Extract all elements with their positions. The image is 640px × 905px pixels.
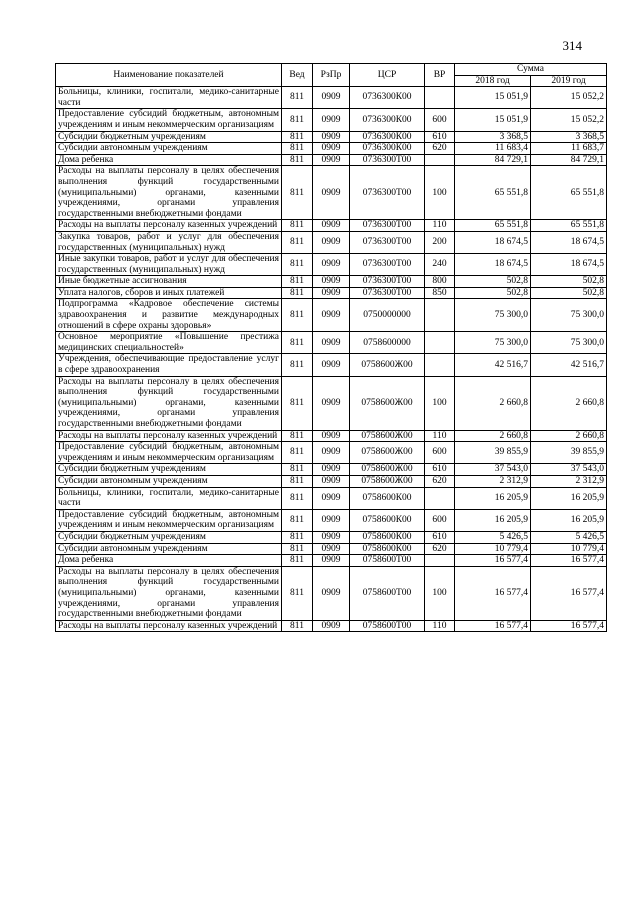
cell-vr: 620 xyxy=(425,143,455,155)
table-row xyxy=(56,131,607,143)
table-row xyxy=(56,332,607,354)
cell-csr: 0758600Т00 xyxy=(350,620,425,632)
cell-ved: 811 xyxy=(282,299,313,332)
cell-vr xyxy=(425,299,455,332)
cell-ved: 811 xyxy=(282,430,313,442)
cell-csr: 0736300Т00 xyxy=(350,231,425,253)
cell-rzpr: 0909 xyxy=(313,287,350,299)
cell-vr xyxy=(425,555,455,567)
cell-vr xyxy=(425,354,455,376)
cell-2018: 3 368,5 xyxy=(455,131,531,143)
cell-csr: 0758600Ж00 xyxy=(350,376,425,430)
cell-name: Субсидии автономным учреждениям xyxy=(56,475,282,487)
cell-name: Больницы, клиники, госпитали, медико-санитарные части xyxy=(56,87,282,109)
cell-2019: 16 577,4 xyxy=(531,620,607,632)
cell-rzpr: 0909 xyxy=(313,464,350,476)
cell-name: Расходы на выплаты персоналу в целях обеспечения выполнения функций государственными (муниципальными) органами, казенными учреждениями, органами управления государственными внебюджетными фондами xyxy=(56,376,282,430)
cell-csr: 0758600К00 xyxy=(350,543,425,555)
cell-name: Дома ребенка xyxy=(56,154,282,166)
cell-csr: 0758600Ж00 xyxy=(350,354,425,376)
cell-rzpr: 0909 xyxy=(313,154,350,166)
table-row xyxy=(56,509,607,531)
cell-csr: 0758600Т00 xyxy=(350,555,425,567)
cell-csr: 0736300Т00 xyxy=(350,276,425,288)
cell-vr: 850 xyxy=(425,287,455,299)
cell-2019: 502,8 xyxy=(531,276,607,288)
cell-2018: 2 660,8 xyxy=(455,376,531,430)
budget-table xyxy=(55,63,607,632)
cell-2019: 16 577,4 xyxy=(531,566,607,620)
cell-2019: 37 543,0 xyxy=(531,464,607,476)
cell-csr: 0758600000 xyxy=(350,332,425,354)
cell-vr: 620 xyxy=(425,543,455,555)
cell-2018: 11 683,4 xyxy=(455,143,531,155)
table-row xyxy=(56,354,607,376)
header-2019: 2019 год xyxy=(531,75,607,87)
cell-csr: 0758600К00 xyxy=(350,531,425,543)
cell-csr: 0758600К00 xyxy=(350,487,425,509)
cell-vr: 100 xyxy=(425,376,455,430)
cell-2019: 11 683,7 xyxy=(531,143,607,155)
cell-csr: 0758600Ж00 xyxy=(350,430,425,442)
cell-name: Иные бюджетные ассигнования xyxy=(56,276,282,288)
cell-name: Субсидии автономным учреждениям xyxy=(56,143,282,155)
cell-rzpr: 0909 xyxy=(313,475,350,487)
cell-name: Субсидии бюджетным учреждениям xyxy=(56,464,282,476)
table-row xyxy=(56,166,607,220)
cell-2019: 3 368,5 xyxy=(531,131,607,143)
cell-rzpr: 0909 xyxy=(313,509,350,531)
cell-ved: 811 xyxy=(282,531,313,543)
cell-2019: 42 516,7 xyxy=(531,354,607,376)
cell-ved: 811 xyxy=(282,254,313,276)
cell-rzpr: 0909 xyxy=(313,231,350,253)
cell-2019: 16 577,4 xyxy=(531,555,607,567)
cell-ved: 811 xyxy=(282,442,313,464)
cell-ved: 811 xyxy=(282,143,313,155)
cell-2019: 2 312,9 xyxy=(531,475,607,487)
cell-csr: 0736300К00 xyxy=(350,109,425,131)
table-row xyxy=(56,154,607,166)
cell-2019: 65 551,8 xyxy=(531,220,607,232)
table-row xyxy=(56,143,607,155)
cell-rzpr: 0909 xyxy=(313,376,350,430)
cell-ved: 811 xyxy=(282,464,313,476)
table-row xyxy=(56,430,607,442)
cell-csr: 0758600Ж00 xyxy=(350,442,425,464)
table-row xyxy=(56,464,607,476)
cell-2018: 5 426,5 xyxy=(455,531,531,543)
table-row xyxy=(56,487,607,509)
cell-rzpr: 0909 xyxy=(313,166,350,220)
header-sum: Сумма xyxy=(455,64,607,76)
cell-ved: 811 xyxy=(282,543,313,555)
cell-csr: 0736300К00 xyxy=(350,131,425,143)
cell-2019: 15 052,2 xyxy=(531,87,607,109)
cell-vr xyxy=(425,87,455,109)
cell-csr: 0758600Т00 xyxy=(350,566,425,620)
cell-csr: 0736300Т00 xyxy=(350,220,425,232)
cell-2019: 2 660,8 xyxy=(531,376,607,430)
cell-2018: 502,8 xyxy=(455,287,531,299)
cell-rzpr: 0909 xyxy=(313,487,350,509)
cell-2018: 15 051,9 xyxy=(455,87,531,109)
cell-name: Субсидии автономным учреждениям xyxy=(56,543,282,555)
header-vr: ВР xyxy=(425,64,455,87)
cell-2018: 42 516,7 xyxy=(455,354,531,376)
table-row xyxy=(56,475,607,487)
cell-vr: 610 xyxy=(425,131,455,143)
cell-name: Расходы на выплаты персоналу казенных учреждений xyxy=(56,620,282,632)
cell-name: Дома ребенка xyxy=(56,555,282,567)
cell-2019: 75 300,0 xyxy=(531,332,607,354)
cell-2018: 65 551,8 xyxy=(455,220,531,232)
cell-name: Уплата налогов, сборов и иных платежей xyxy=(56,287,282,299)
cell-name: Основное мероприятие «Повышение престижа медицинских специальностей» xyxy=(56,332,282,354)
table-row xyxy=(56,566,607,620)
header-name: Наименование показателей xyxy=(56,64,282,87)
cell-rzpr: 0909 xyxy=(313,531,350,543)
cell-2019: 84 729,1 xyxy=(531,154,607,166)
cell-2019: 5 426,5 xyxy=(531,531,607,543)
cell-ved: 811 xyxy=(282,487,313,509)
cell-2018: 502,8 xyxy=(455,276,531,288)
cell-rzpr: 0909 xyxy=(313,430,350,442)
cell-2018: 18 674,5 xyxy=(455,254,531,276)
header-rzpr: РзПр xyxy=(313,64,350,87)
table-row xyxy=(56,87,607,109)
cell-rzpr: 0909 xyxy=(313,299,350,332)
cell-2018: 75 300,0 xyxy=(455,299,531,332)
cell-csr: 0736300К00 xyxy=(350,87,425,109)
cell-ved: 811 xyxy=(282,475,313,487)
cell-rzpr: 0909 xyxy=(313,220,350,232)
table-row xyxy=(56,299,607,332)
cell-2019: 18 674,5 xyxy=(531,231,607,253)
cell-rzpr: 0909 xyxy=(313,254,350,276)
cell-csr: 0758600К00 xyxy=(350,509,425,531)
cell-ved: 811 xyxy=(282,620,313,632)
cell-ved: 811 xyxy=(282,354,313,376)
header-2018: 2018 год xyxy=(455,75,531,87)
table-row xyxy=(56,555,607,567)
cell-2018: 16 205,9 xyxy=(455,487,531,509)
cell-csr: 0736300К00 xyxy=(350,143,425,155)
cell-rzpr: 0909 xyxy=(313,332,350,354)
header-ved: Вед xyxy=(282,64,313,87)
cell-rzpr: 0909 xyxy=(313,620,350,632)
cell-vr: 100 xyxy=(425,566,455,620)
cell-name: Расходы на выплаты персоналу казенных учреждений xyxy=(56,430,282,442)
cell-name: Расходы на выплаты персоналу в целях обеспечения выполнения функций государственными (муниципальными) органами, казенными учреждениями, органами управления государственными внебюджетными фондами xyxy=(56,566,282,620)
table-row xyxy=(56,620,607,632)
cell-name: Предоставление субсидий бюджетным, автономным учреждениям и иным некоммерческим организациям xyxy=(56,442,282,464)
cell-name: Предоставление субсидий бюджетным, автономным учреждениям и иным некоммерческим организациям xyxy=(56,109,282,131)
cell-2018: 37 543,0 xyxy=(455,464,531,476)
cell-rzpr: 0909 xyxy=(313,109,350,131)
cell-name: Предоставление субсидий бюджетным, автономным учреждениям и иным некоммерческим организациям xyxy=(56,509,282,531)
cell-ved: 811 xyxy=(282,287,313,299)
cell-vr: 110 xyxy=(425,620,455,632)
cell-ved: 811 xyxy=(282,220,313,232)
cell-2018: 2 312,9 xyxy=(455,475,531,487)
cell-rzpr: 0909 xyxy=(313,555,350,567)
table-row xyxy=(56,231,607,253)
cell-name: Иные закупки товаров, работ и услуг для обеспечения государственных (муниципальных) нужд xyxy=(56,254,282,276)
cell-csr: 0750000000 xyxy=(350,299,425,332)
cell-2019: 75 300,0 xyxy=(531,299,607,332)
cell-name: Подпрограмма «Кадровое обеспечение системы здравоохранения и развитие международных отношений в сфере охраны здоровья» xyxy=(56,299,282,332)
cell-2018: 18 674,5 xyxy=(455,231,531,253)
cell-vr: 610 xyxy=(425,464,455,476)
cell-2019: 2 660,8 xyxy=(531,430,607,442)
cell-name: Закупка товаров, работ и услуг для обеспечения государственных (муниципальных) нужд xyxy=(56,231,282,253)
cell-ved: 811 xyxy=(282,332,313,354)
cell-2018: 16 577,4 xyxy=(455,620,531,632)
table-row xyxy=(56,220,607,232)
cell-vr xyxy=(425,487,455,509)
cell-2018: 10 779,4 xyxy=(455,543,531,555)
cell-2019: 15 052,2 xyxy=(531,109,607,131)
cell-2019: 502,8 xyxy=(531,287,607,299)
cell-vr: 110 xyxy=(425,430,455,442)
cell-vr: 200 xyxy=(425,231,455,253)
cell-rzpr: 0909 xyxy=(313,131,350,143)
cell-vr xyxy=(425,154,455,166)
cell-ved: 811 xyxy=(282,509,313,531)
cell-rzpr: 0909 xyxy=(313,566,350,620)
cell-rzpr: 0909 xyxy=(313,276,350,288)
cell-2018: 39 855,9 xyxy=(455,442,531,464)
page-number: 314 xyxy=(562,38,582,53)
cell-csr: 0736300Т00 xyxy=(350,166,425,220)
cell-rzpr: 0909 xyxy=(313,354,350,376)
cell-vr: 100 xyxy=(425,166,455,220)
cell-2019: 16 205,9 xyxy=(531,509,607,531)
cell-2018: 16 577,4 xyxy=(455,566,531,620)
cell-vr: 610 xyxy=(425,531,455,543)
cell-vr: 240 xyxy=(425,254,455,276)
cell-rzpr: 0909 xyxy=(313,143,350,155)
cell-csr: 0758600Ж00 xyxy=(350,475,425,487)
cell-2018: 16 577,4 xyxy=(455,555,531,567)
cell-name: Расходы на выплаты персоналу в целях обеспечения выполнения функций государственными (муниципальными) органами, казенными учреждениями, органами управления государственными внебюджетными фондами xyxy=(56,166,282,220)
table-row xyxy=(56,543,607,555)
cell-2018: 16 205,9 xyxy=(455,509,531,531)
table-body xyxy=(56,87,607,632)
table-row xyxy=(56,442,607,464)
cell-ved: 811 xyxy=(282,131,313,143)
table-row xyxy=(56,376,607,430)
cell-2018: 65 551,8 xyxy=(455,166,531,220)
cell-2018: 75 300,0 xyxy=(455,332,531,354)
cell-vr: 600 xyxy=(425,509,455,531)
cell-vr xyxy=(425,332,455,354)
cell-2019: 16 205,9 xyxy=(531,487,607,509)
cell-2018: 84 729,1 xyxy=(455,154,531,166)
cell-vr: 800 xyxy=(425,276,455,288)
table-row xyxy=(56,254,607,276)
cell-ved: 811 xyxy=(282,154,313,166)
cell-vr: 600 xyxy=(425,442,455,464)
cell-ved: 811 xyxy=(282,555,313,567)
cell-2019: 18 674,5 xyxy=(531,254,607,276)
cell-ved: 811 xyxy=(282,566,313,620)
cell-ved: 811 xyxy=(282,87,313,109)
cell-vr: 600 xyxy=(425,109,455,131)
table-row xyxy=(56,531,607,543)
cell-2019: 39 855,9 xyxy=(531,442,607,464)
cell-rzpr: 0909 xyxy=(313,543,350,555)
cell-2019: 10 779,4 xyxy=(531,543,607,555)
cell-ved: 811 xyxy=(282,109,313,131)
cell-vr: 110 xyxy=(425,220,455,232)
cell-name: Учреждения, обеспечивающие предоставление услуг в сфере здравоохранения xyxy=(56,354,282,376)
cell-ved: 811 xyxy=(282,231,313,253)
cell-csr: 0758600Ж00 xyxy=(350,464,425,476)
cell-name: Субсидии бюджетным учреждениям xyxy=(56,531,282,543)
cell-vr: 620 xyxy=(425,475,455,487)
cell-2018: 2 660,8 xyxy=(455,430,531,442)
cell-ved: 811 xyxy=(282,276,313,288)
header-csr: ЦСР xyxy=(350,64,425,87)
cell-name: Субсидии бюджетным учреждениям xyxy=(56,131,282,143)
cell-rzpr: 0909 xyxy=(313,442,350,464)
cell-2018: 15 051,9 xyxy=(455,109,531,131)
table-row xyxy=(56,109,607,131)
cell-ved: 811 xyxy=(282,376,313,430)
table-row xyxy=(56,287,607,299)
cell-rzpr: 0909 xyxy=(313,87,350,109)
table-row xyxy=(56,276,607,288)
cell-2019: 65 551,8 xyxy=(531,166,607,220)
cell-csr: 0736300Т00 xyxy=(350,154,425,166)
cell-csr: 0736300Т00 xyxy=(350,287,425,299)
cell-ved: 811 xyxy=(282,166,313,220)
cell-name: Расходы на выплаты персоналу казенных учреждений xyxy=(56,220,282,232)
cell-name: Больницы, клиники, госпитали, медико-санитарные части xyxy=(56,487,282,509)
cell-csr: 0736300Т00 xyxy=(350,254,425,276)
